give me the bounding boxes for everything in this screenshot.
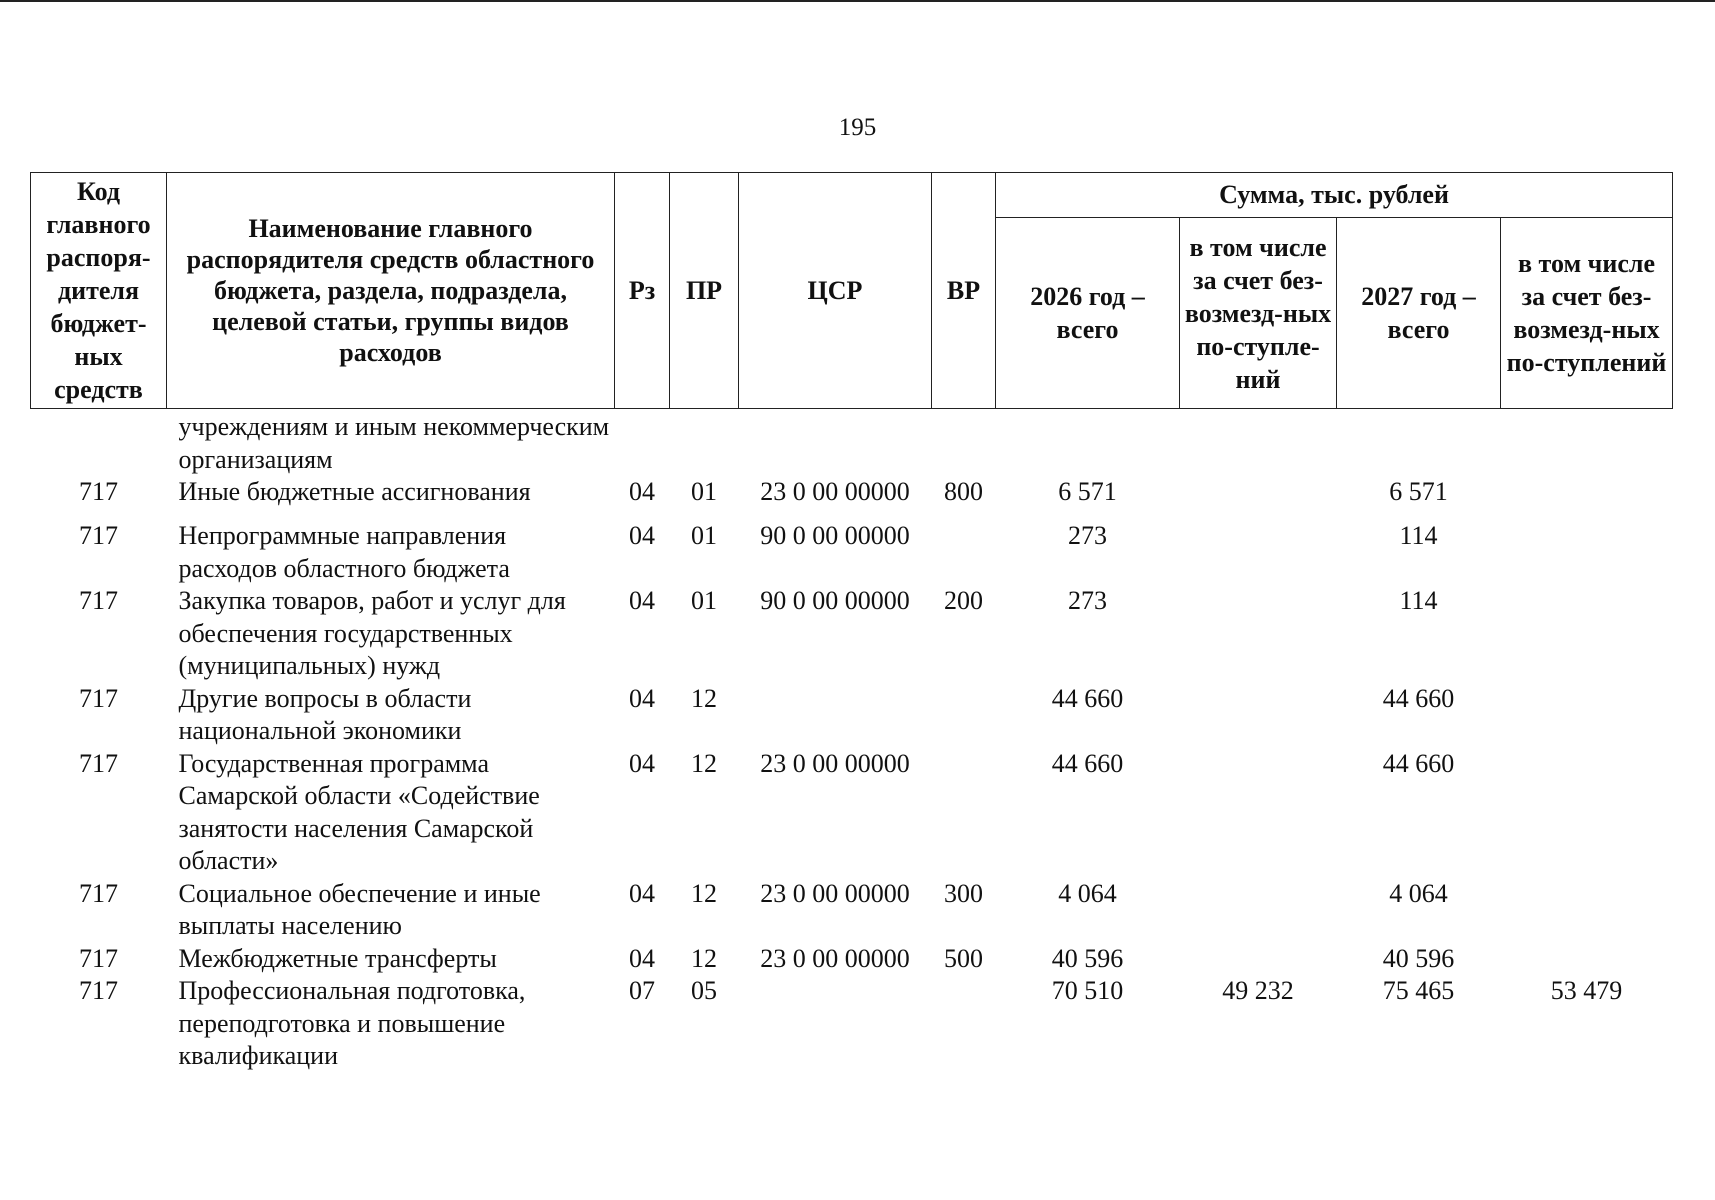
- cell-2027-total: 114: [1399, 586, 1438, 615]
- cell-2026-grants: [1180, 585, 1337, 683]
- cell-2026-grants: [1180, 943, 1337, 976]
- cell-2027-grants: [1501, 878, 1673, 943]
- cell-name: учреждениям и иным некоммерческим организациям: [178, 412, 610, 474]
- table-row: [31, 520, 1673, 585]
- cell-vr: [932, 409, 996, 477]
- table-row: [31, 975, 1673, 1073]
- header-2026-total: 2026 год – всего: [996, 218, 1180, 409]
- cell-vr: [932, 748, 996, 878]
- header-2027-grants: в том числе за счет без-возмезд-ных по-ступлений: [1501, 218, 1673, 409]
- cell-2026-total: 6 571: [1058, 477, 1117, 506]
- cell-csr: 23 0 00 00000: [760, 477, 910, 506]
- cell-name: Межбюджетные трансферты: [178, 943, 497, 973]
- cell-code: 717: [79, 748, 118, 778]
- cell-name: Другие вопросы в области национальной экономики: [178, 683, 472, 745]
- cell-vr: 800: [944, 477, 983, 506]
- cell-csr: 23 0 00 00000: [760, 943, 910, 973]
- table-body: [31, 409, 1673, 1073]
- table-row: [31, 878, 1673, 943]
- cell-rz: [615, 409, 670, 477]
- cell-csr: 23 0 00 00000: [760, 878, 910, 908]
- cell-pr: 01: [691, 477, 717, 506]
- cell-rz: 04: [629, 943, 655, 973]
- cell-2027-total: 6 571: [1389, 477, 1448, 506]
- cell-2027-total: [1337, 409, 1501, 477]
- cell-csr: 23 0 00 00000: [760, 748, 910, 778]
- cell-2026-total: 273: [1068, 521, 1107, 550]
- header-csr: ЦСР: [739, 173, 932, 409]
- cell-name: Социальное обеспечение и иные выплаты населению: [178, 878, 541, 940]
- table-row: [31, 683, 1673, 748]
- cell-pr: 12: [691, 878, 717, 908]
- page-number: 195: [838, 114, 877, 141]
- cell-code: 717: [79, 878, 118, 908]
- cell-pr: 12: [691, 943, 717, 973]
- cell-2027-grants: 53 479: [1550, 976, 1623, 1005]
- cell-2026-total: 44 660: [1051, 683, 1124, 713]
- cell-code: [31, 409, 167, 477]
- cell-pr: 12: [691, 748, 717, 778]
- cell-rz: 04: [629, 586, 655, 615]
- cell-2026-total: 40 596: [1051, 943, 1124, 973]
- cell-2027-grants: [1501, 476, 1673, 520]
- cell-2027-grants: [1501, 409, 1673, 477]
- cell-2026-grants: [1180, 520, 1337, 585]
- cell-rz: 04: [629, 683, 655, 713]
- cell-code: 717: [79, 521, 118, 550]
- cell-pr: 12: [691, 683, 717, 713]
- cell-2026-total: 273: [1068, 586, 1107, 615]
- cell-2027-grants: [1501, 748, 1673, 878]
- cell-2027-grants: [1501, 943, 1673, 976]
- cell-pr: 01: [691, 586, 717, 615]
- cell-2027-total: 114: [1399, 521, 1438, 550]
- table-header: [31, 173, 1673, 409]
- cell-2027-total: 40 596: [1382, 943, 1455, 973]
- cell-2026-grants: [1180, 476, 1337, 520]
- budget-table: [30, 172, 1673, 1073]
- cell-2027-total: 44 660: [1382, 748, 1455, 778]
- cell-vr: [932, 975, 996, 1073]
- cell-2026-grants: 49 232: [1222, 976, 1294, 1005]
- cell-name: Профессиональная подготовка, переподготовка и повышение квалификации: [178, 976, 526, 1070]
- cell-vr: [932, 683, 996, 748]
- cell-2027-total: 75 465: [1382, 976, 1455, 1005]
- cell-2027-grants: [1501, 520, 1673, 585]
- cell-2026-grants: [1180, 409, 1337, 477]
- header-code: Код главного распоря-дителя бюджет-ных средств: [31, 173, 167, 409]
- cell-code: 717: [79, 477, 118, 506]
- cell-rz: 04: [629, 748, 655, 778]
- table-row: [31, 943, 1673, 976]
- header-sum-group: Сумма, тыс. рублей: [996, 173, 1673, 218]
- cell-2027-grants: [1501, 683, 1673, 748]
- cell-code: 717: [79, 586, 118, 615]
- table-row: [31, 409, 1673, 477]
- cell-name: Государственная программа Самарской области «Содействие занятости населения Самарской области»: [178, 748, 540, 875]
- cell-rz: 04: [629, 477, 655, 506]
- cell-2026-total: 44 660: [1051, 748, 1124, 778]
- header-pr: ПР: [670, 173, 739, 409]
- cell-2027-total: 44 660: [1382, 683, 1455, 713]
- cell-2026-total: [996, 409, 1180, 477]
- cell-pr: 01: [691, 521, 717, 550]
- cell-2027-total: 4 064: [1389, 878, 1448, 908]
- cell-pr: 05: [691, 976, 717, 1005]
- header-rz: Рз: [615, 173, 670, 409]
- cell-2026-grants: [1180, 683, 1337, 748]
- table-row: [31, 748, 1673, 878]
- cell-csr: 90 0 00 00000: [760, 521, 910, 550]
- cell-vr: 200: [944, 586, 983, 615]
- header-2026-grants: в том числе за счет без-возмезд-ных по-ступле-ний: [1180, 218, 1337, 409]
- cell-csr: 90 0 00 00000: [760, 586, 910, 615]
- cell-2026-grants: [1180, 878, 1337, 943]
- cell-csr: [739, 975, 932, 1073]
- cell-2026-grants: [1180, 748, 1337, 878]
- header-2027-total: 2027 год – всего: [1337, 218, 1501, 409]
- cell-csr: [739, 409, 932, 477]
- cell-csr: [739, 683, 932, 748]
- cell-code: 717: [79, 943, 118, 973]
- table-row: [31, 476, 1673, 520]
- header-name: Наименование главного распорядителя средств областного бюджета, раздела, подраздела, целевой статьи, группы видов расходов: [167, 173, 615, 409]
- cell-vr: 500: [944, 943, 983, 973]
- cell-rz: 04: [629, 878, 655, 908]
- cell-rz: 07: [629, 976, 655, 1005]
- cell-rz: 04: [629, 521, 655, 550]
- cell-code: 717: [79, 976, 118, 1005]
- cell-2026-total: 4 064: [1058, 878, 1117, 908]
- top-border-line: [0, 0, 1715, 2]
- cell-code: 717: [79, 683, 118, 713]
- header-vr: ВР: [932, 173, 996, 409]
- cell-pr: [670, 409, 739, 477]
- cell-name: Закупка товаров, работ и услуг для обеспечения государственных (муниципальных) нужд: [178, 586, 566, 680]
- cell-2027-grants: [1501, 585, 1673, 683]
- cell-name: Непрограммные направления расходов областного бюджета: [178, 521, 510, 583]
- cell-vr: [932, 520, 996, 585]
- cell-vr: 300: [944, 878, 983, 908]
- cell-name: Иные бюджетные ассигнования: [178, 477, 531, 506]
- cell-2026-total: 70 510: [1051, 976, 1124, 1005]
- table-row: [31, 585, 1673, 683]
